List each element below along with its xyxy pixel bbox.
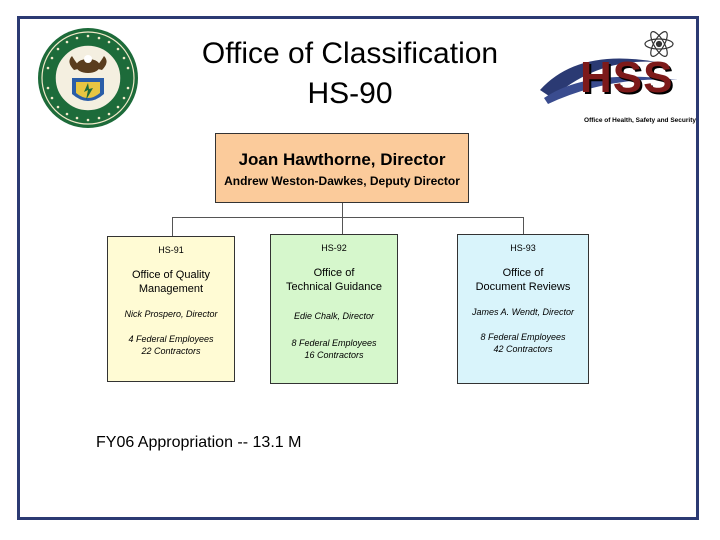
office-director: James A. Wendt, Director — [471, 307, 575, 317]
office-name-line-2: Management — [138, 283, 204, 295]
office-name-line-2: Document Reviews — [475, 281, 571, 293]
office-hs92-box — [270, 234, 398, 384]
connector-horizontal — [172, 217, 524, 218]
doe-seal-icon — [36, 26, 140, 130]
office-name-line-1: Office of — [502, 267, 544, 279]
office-staff — [458, 331, 588, 355]
director-name: Joan Hawthorne, Director — [238, 150, 446, 169]
office-director: Nick Prospero, Director — [124, 309, 218, 319]
office-director: Edie Chalk, Director — [293, 311, 375, 321]
office-staff-federal: 8 Federal Employees — [291, 338, 377, 348]
connector-trunk — [342, 203, 343, 217]
office-name-line-1: Office of Quality — [131, 269, 211, 281]
office-staff — [271, 337, 397, 361]
office-name — [458, 266, 588, 294]
office-name-line-2: Technical Guidance — [285, 281, 382, 293]
hss-wordmark: HSS — [580, 53, 674, 102]
office-staff-contractors: 16 Contractors — [304, 350, 364, 360]
office-hs93-box — [457, 234, 589, 384]
office-staff-contractors: 42 Contractors — [493, 344, 553, 354]
office-staff-federal: 4 Federal Employees — [128, 334, 214, 344]
office-staff-federal: 8 Federal Employees — [480, 332, 566, 342]
office-name-line-1: Office of — [313, 267, 355, 279]
hss-subtitle: Office of Health, Safety and Security — [584, 117, 696, 124]
connector-hs91 — [172, 217, 173, 236]
director-box — [215, 133, 469, 203]
hss-logo — [538, 28, 698, 132]
page-title — [150, 34, 550, 114]
title-line-1: Office of Classification — [201, 37, 499, 70]
deputy-director: Andrew Weston-Dawkes, Deputy Director — [224, 174, 460, 188]
connector-hs93 — [523, 217, 524, 234]
title-line-2: HS-90 — [307, 77, 393, 110]
office-name — [108, 268, 234, 296]
office-hs91-box — [107, 236, 235, 382]
office-name — [271, 266, 397, 294]
connector-hs92 — [342, 217, 343, 234]
office-code: HS-91 — [158, 245, 184, 255]
office-code: HS-92 — [321, 243, 347, 253]
office-code: HS-93 — [510, 243, 536, 253]
office-staff-contractors: 22 Contractors — [141, 346, 201, 356]
appropriation-text: FY06 Appropriation -- 13.1 M — [96, 434, 302, 451]
office-staff — [108, 333, 234, 357]
